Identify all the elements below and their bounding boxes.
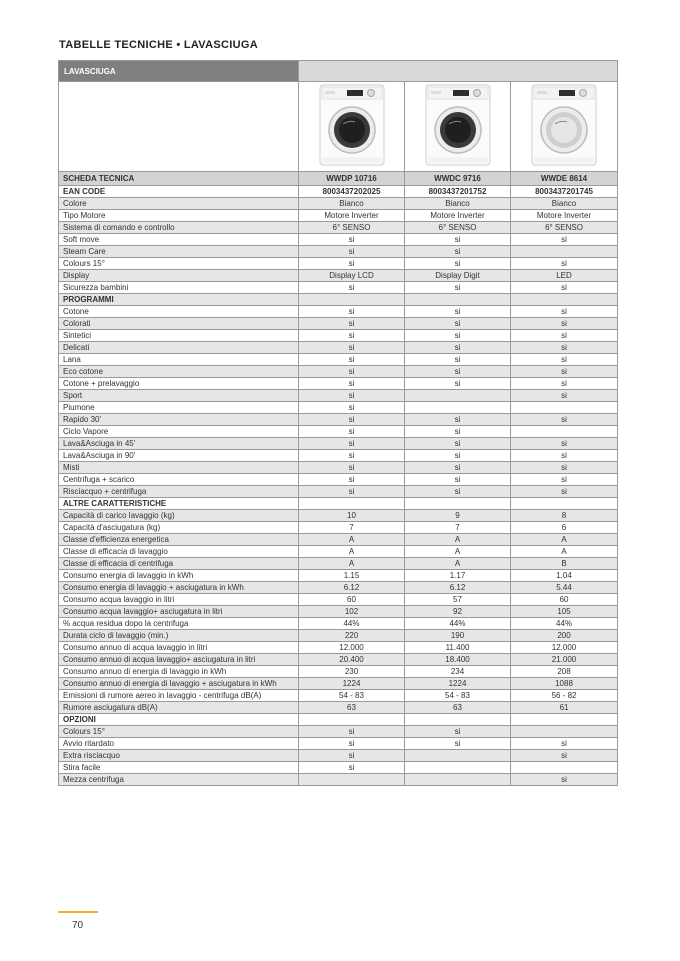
row-value: 60 — [511, 594, 618, 606]
row-value: 44% — [405, 618, 511, 630]
row-value: si — [299, 342, 405, 354]
table-row — [59, 210, 618, 222]
model-name: WWDP 10716 — [299, 172, 405, 186]
row-value: si — [405, 474, 511, 486]
row-value: 6° SENSO — [405, 222, 511, 234]
row-value: 54 - 83 — [405, 690, 511, 702]
row-label: Cotone — [59, 306, 299, 318]
row-value — [405, 390, 511, 402]
row-label: Consumo annuo di acqua lavaggio in litri — [59, 642, 299, 654]
table-row — [59, 762, 618, 774]
row-value: si — [299, 486, 405, 498]
table-row — [59, 750, 618, 762]
row-value: si — [299, 366, 405, 378]
row-value: si — [299, 738, 405, 750]
section-header-label: LAVASCIUGA — [59, 61, 299, 82]
row-value: si — [299, 462, 405, 474]
table-row — [59, 318, 618, 330]
row-label: Sicurezza bambini — [59, 282, 299, 294]
row-value — [511, 714, 618, 726]
table-row — [59, 630, 618, 642]
table-row — [59, 690, 618, 702]
row-value — [299, 294, 405, 306]
table-row — [59, 198, 618, 210]
row-value: LED — [511, 270, 618, 282]
section-label: PROGRAMMI — [59, 294, 299, 306]
row-label: Sintetici — [59, 330, 299, 342]
row-value — [511, 246, 618, 258]
row-value: si — [511, 330, 618, 342]
row-value: A — [299, 534, 405, 546]
row-value: 208 — [511, 666, 618, 678]
row-value: si — [511, 450, 618, 462]
row-value — [299, 498, 405, 510]
row-label: Lava&Asciuga in 90' — [59, 450, 299, 462]
row-value: si — [511, 354, 618, 366]
row-label: Capacità di carico lavaggio (kg) — [59, 510, 299, 522]
row-value: si — [299, 306, 405, 318]
row-value: 18.400 — [405, 654, 511, 666]
row-value: si — [405, 354, 511, 366]
row-value: si — [405, 486, 511, 498]
row-value: si — [405, 438, 511, 450]
row-value: si — [299, 762, 405, 774]
table-row — [59, 270, 618, 282]
row-value: si — [405, 726, 511, 738]
table-row — [59, 330, 618, 342]
row-value: si — [299, 330, 405, 342]
row-value: 1.04 — [511, 570, 618, 582]
row-label: Mezza centrifuga — [59, 774, 299, 786]
row-label: Rapido 30' — [59, 414, 299, 426]
row-value: si — [405, 342, 511, 354]
model-header-row — [59, 172, 618, 186]
row-value: si — [511, 258, 618, 270]
row-value: Bianco — [405, 198, 511, 210]
row-value: 1088 — [511, 678, 618, 690]
row-value: 6.12 — [299, 582, 405, 594]
row-value: si — [299, 750, 405, 762]
row-value — [511, 294, 618, 306]
row-label: Colours 15° — [59, 258, 299, 270]
product-image-cell — [405, 82, 511, 172]
product-image-cell — [299, 82, 405, 172]
row-value — [405, 774, 511, 786]
row-label: Capacità d'asciugatura (kg) — [59, 522, 299, 534]
table-header-row — [59, 61, 618, 82]
row-label: Consumo energia di lavaggio in kWh — [59, 570, 299, 582]
page-number: 70 — [72, 920, 84, 931]
row-value: si — [511, 306, 618, 318]
row-value: A — [299, 546, 405, 558]
row-value: si — [405, 414, 511, 426]
row-value: si — [299, 378, 405, 390]
row-value — [511, 426, 618, 438]
table-row — [59, 582, 618, 594]
washer-dryer-image — [319, 84, 385, 169]
model-name: WWDE 8614 — [511, 172, 618, 186]
row-value: 54 - 83 — [299, 690, 405, 702]
row-label: Eco cotone — [59, 366, 299, 378]
row-value — [405, 762, 511, 774]
section-row — [59, 714, 618, 726]
table-row — [59, 594, 618, 606]
row-label: Risciacquo + centrifuga — [59, 486, 299, 498]
row-value: 230 — [299, 666, 405, 678]
row-value: si — [511, 414, 618, 426]
row-label: Delicati — [59, 342, 299, 354]
row-value: si — [511, 366, 618, 378]
row-value: 8 — [511, 510, 618, 522]
table-row — [59, 486, 618, 498]
table-row — [59, 666, 618, 678]
row-value: si — [405, 462, 511, 474]
row-value: si — [405, 282, 511, 294]
row-label: Ciclo Vapore — [59, 426, 299, 438]
product-image-row — [59, 82, 618, 172]
row-label: Cotone + prelavaggio — [59, 378, 299, 390]
row-label: Steam Care — [59, 246, 299, 258]
section-row — [59, 498, 618, 510]
row-value: 8003437202025 — [299, 186, 405, 198]
row-label: Colorati — [59, 318, 299, 330]
page-title: TABELLE TECNICHE • LAVASCIUGA — [59, 39, 258, 51]
row-value: si — [511, 486, 618, 498]
row-label: Classe d'efficienza energetica — [59, 534, 299, 546]
table-row — [59, 438, 618, 450]
row-value: Display Digit — [405, 270, 511, 282]
row-value: 200 — [511, 630, 618, 642]
row-value: si — [299, 318, 405, 330]
table-row — [59, 654, 618, 666]
table-row — [59, 246, 618, 258]
row-value: si — [299, 426, 405, 438]
washer-dryer-image — [531, 84, 597, 169]
product-image-cell — [511, 82, 618, 172]
row-label: EAN CODE — [59, 186, 299, 198]
row-value: 6.12 — [405, 582, 511, 594]
table-row — [59, 726, 618, 738]
table-row — [59, 570, 618, 582]
row-value: si — [405, 450, 511, 462]
table-row — [59, 354, 618, 366]
row-value: si — [405, 330, 511, 342]
row-value: 56 - 82 — [511, 690, 618, 702]
row-value — [511, 402, 618, 414]
row-label: Avvio ritardato — [59, 738, 299, 750]
section-label: OPZIONI — [59, 714, 299, 726]
table-row — [59, 618, 618, 630]
row-value: 60 — [299, 594, 405, 606]
row-label: Consumo acqua lavaggio in litri — [59, 594, 299, 606]
row-value: 20.400 — [299, 654, 405, 666]
row-label: Consumo annuo di acqua lavaggio+ asciugatura in litri — [59, 654, 299, 666]
row-value: si — [405, 378, 511, 390]
row-value: si — [511, 438, 618, 450]
row-value: 7 — [299, 522, 405, 534]
row-value: si — [299, 234, 405, 246]
row-value: si — [511, 282, 618, 294]
row-value: si — [405, 426, 511, 438]
image-row-label-cell — [59, 82, 299, 172]
row-value: si — [511, 738, 618, 750]
table-row — [59, 474, 618, 486]
row-value: 92 — [405, 606, 511, 618]
row-label: Soft move — [59, 234, 299, 246]
row-value: si — [511, 474, 618, 486]
table-row — [59, 186, 618, 198]
table-row — [59, 642, 618, 654]
row-value: si — [511, 234, 618, 246]
row-value: si — [405, 306, 511, 318]
row-value: si — [405, 318, 511, 330]
row-value: 10 — [299, 510, 405, 522]
spec-table — [58, 60, 618, 786]
row-value: Display LCD — [299, 270, 405, 282]
row-value — [405, 750, 511, 762]
row-value: si — [299, 450, 405, 462]
table-row — [59, 414, 618, 426]
row-value: 12.000 — [299, 642, 405, 654]
row-value — [405, 294, 511, 306]
row-label: Classe di efficacia di lavaggio — [59, 546, 299, 558]
row-label: Classe di efficacia di centrifuga — [59, 558, 299, 570]
row-value: 5.44 — [511, 582, 618, 594]
row-value: 8003437201745 — [511, 186, 618, 198]
tech-label: SCHEDA TECNICA — [59, 172, 299, 186]
row-label: Emissioni di rumore aereo in lavaggio - centrifuga dB(A) — [59, 690, 299, 702]
row-value: si — [511, 774, 618, 786]
row-value — [299, 774, 405, 786]
row-value: si — [299, 258, 405, 270]
row-value — [511, 498, 618, 510]
row-label: Consumo acqua lavaggio+ asciugatura in litri — [59, 606, 299, 618]
row-label: Display — [59, 270, 299, 282]
row-value — [511, 726, 618, 738]
row-value: Bianco — [511, 198, 618, 210]
row-label: Consumo annuo di energia di lavaggio in kWh — [59, 666, 299, 678]
row-value: 6° SENSO — [511, 222, 618, 234]
table-row — [59, 234, 618, 246]
row-value: 61 — [511, 702, 618, 714]
row-value: si — [405, 234, 511, 246]
row-value: Motore Inverter — [511, 210, 618, 222]
row-value: si — [511, 318, 618, 330]
model-name: WWDC 9716 — [405, 172, 511, 186]
row-value: 9 — [405, 510, 511, 522]
row-label: Extra risciacquo — [59, 750, 299, 762]
row-value: si — [299, 390, 405, 402]
row-value: si — [299, 474, 405, 486]
row-value: A — [511, 534, 618, 546]
row-value: 234 — [405, 666, 511, 678]
row-value: A — [405, 558, 511, 570]
row-value: 105 — [511, 606, 618, 618]
table-row — [59, 342, 618, 354]
row-value: 6 — [511, 522, 618, 534]
row-value: A — [405, 534, 511, 546]
row-value: 44% — [299, 618, 405, 630]
row-value: 220 — [299, 630, 405, 642]
row-label: Misti — [59, 462, 299, 474]
row-value: Bianco — [299, 198, 405, 210]
row-value: si — [511, 390, 618, 402]
row-value: 21.000 — [511, 654, 618, 666]
row-value: 63 — [405, 702, 511, 714]
row-label: Lava&Asciuga in 45' — [59, 438, 299, 450]
table-row — [59, 426, 618, 438]
table-row — [59, 222, 618, 234]
row-value: 102 — [299, 606, 405, 618]
table-row — [59, 306, 618, 318]
table-row — [59, 522, 618, 534]
table-row — [59, 546, 618, 558]
row-label: Sistema di comando e controllo — [59, 222, 299, 234]
row-label: Centrifuga + scarico — [59, 474, 299, 486]
row-value: si — [299, 246, 405, 258]
row-value — [405, 498, 511, 510]
row-value: si — [299, 438, 405, 450]
row-value: 1224 — [405, 678, 511, 690]
row-value: 57 — [405, 594, 511, 606]
row-value: A — [405, 546, 511, 558]
table-row — [59, 774, 618, 786]
table-row — [59, 558, 618, 570]
row-value: 12.000 — [511, 642, 618, 654]
row-value: 1.15 — [299, 570, 405, 582]
washer-dryer-image — [425, 84, 491, 169]
row-value: 190 — [405, 630, 511, 642]
section-row — [59, 294, 618, 306]
table-row — [59, 606, 618, 618]
row-value: si — [511, 462, 618, 474]
row-value: si — [299, 402, 405, 414]
table-row — [59, 450, 618, 462]
row-value: si — [405, 738, 511, 750]
row-value: si — [299, 282, 405, 294]
table-row — [59, 390, 618, 402]
row-value: si — [511, 750, 618, 762]
row-value: si — [511, 378, 618, 390]
row-label: Consumo annuo di energia di lavaggio + asciugatura in kWh — [59, 678, 299, 690]
table-row — [59, 282, 618, 294]
row-value: Motore Inverter — [405, 210, 511, 222]
table-row — [59, 462, 618, 474]
table-row — [59, 378, 618, 390]
row-value: Motore Inverter — [299, 210, 405, 222]
table-row — [59, 510, 618, 522]
row-label: Consumo energia di lavaggio + asciugatura in kWh — [59, 582, 299, 594]
row-label: Colours 15° — [59, 726, 299, 738]
row-value: 11.400 — [405, 642, 511, 654]
row-value — [405, 714, 511, 726]
table-row — [59, 534, 618, 546]
row-label: Durata ciclo di lavaggio (min.) — [59, 630, 299, 642]
row-value: 44% — [511, 618, 618, 630]
table-row — [59, 366, 618, 378]
row-label: Rumore asciugatura dB(A) — [59, 702, 299, 714]
row-value: si — [299, 726, 405, 738]
row-value: si — [405, 258, 511, 270]
row-value: si — [405, 366, 511, 378]
row-value — [299, 714, 405, 726]
table-row — [59, 678, 618, 690]
table-row — [59, 402, 618, 414]
row-value: A — [511, 546, 618, 558]
row-label: % acqua residua dopo la centrifuga — [59, 618, 299, 630]
table-row — [59, 702, 618, 714]
page-number-rule — [58, 911, 98, 913]
row-value: 1224 — [299, 678, 405, 690]
row-label: Colore — [59, 198, 299, 210]
row-value: 7 — [405, 522, 511, 534]
row-label: Tipo Motore — [59, 210, 299, 222]
table-row — [59, 258, 618, 270]
row-value: si — [299, 414, 405, 426]
row-value — [405, 402, 511, 414]
section-label: ALTRE CARATTERISTICHE — [59, 498, 299, 510]
row-label: Lana — [59, 354, 299, 366]
table-row — [59, 738, 618, 750]
row-label: Piumone — [59, 402, 299, 414]
row-value: B — [511, 558, 618, 570]
row-label: Sport — [59, 390, 299, 402]
row-value: A — [299, 558, 405, 570]
row-value — [511, 762, 618, 774]
row-value: 6° SENSO — [299, 222, 405, 234]
section-header-fill — [299, 61, 618, 82]
row-value: si — [511, 342, 618, 354]
row-value: 1.17 — [405, 570, 511, 582]
row-value: si — [405, 246, 511, 258]
row-value: si — [299, 354, 405, 366]
row-label: Stira facile — [59, 762, 299, 774]
row-value: 63 — [299, 702, 405, 714]
row-value: 8003437201752 — [405, 186, 511, 198]
